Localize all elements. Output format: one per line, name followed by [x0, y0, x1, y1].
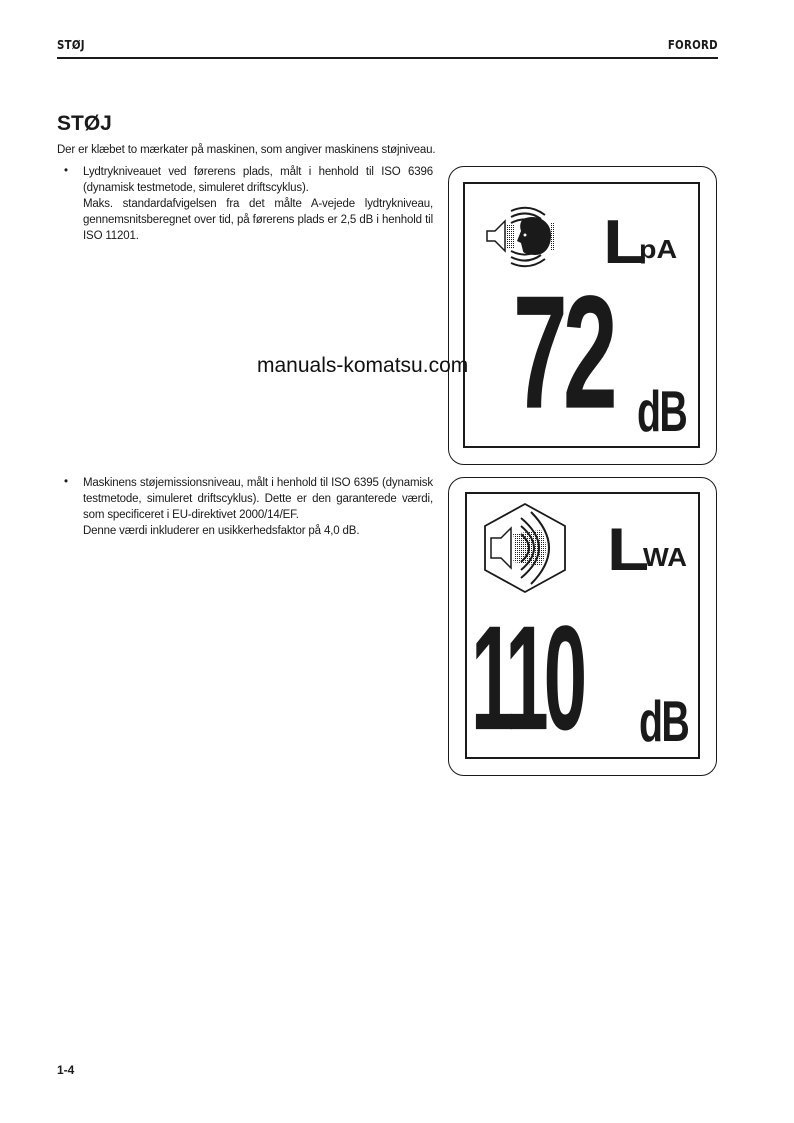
noise-label-lpa — [448, 166, 717, 465]
bullet-text-machine-noise — [83, 475, 433, 539]
symbol-subscript: WA — [643, 542, 687, 572]
bullet-marker: • — [64, 476, 69, 488]
noise-label-lpa-frame — [463, 182, 700, 448]
hexagon-speaker-noise-icon — [481, 500, 569, 596]
page-title: STØJ — [57, 112, 112, 135]
noise-unit: dB — [639, 690, 689, 754]
paragraph-line: Maskinens støjemissionsniveau, målt i henhold til ISO 6395 (dynamisk testmetode, simuleret driftscyklus). Dette er den garanterede værdi, som specificeret i EU-direktivet 2000/14/EF. — [83, 477, 433, 521]
paragraph-line: Lydtrykniveauet ved førerens plads, målt i henhold til ISO 6396 (dynamisk testmetode, simuleret driftscyklus). — [83, 166, 433, 194]
page-number: 1-4 — [57, 1063, 75, 1077]
symbol-main: L — [607, 516, 650, 583]
bullet-text-operator-noise — [83, 164, 433, 244]
header-divider — [57, 57, 718, 59]
noise-label-lwa-frame — [465, 492, 700, 759]
paragraph-line: Denne værdi inkluderer en usikkerhedsfaktor på 4,0 dB. — [83, 525, 360, 537]
noise-label-lwa — [448, 477, 717, 776]
watermark-text: manuals-komatsu.com — [257, 354, 469, 377]
intro-text: Der er klæbet to mærkater på maskinen, som angiver maskinens støjniveau. — [57, 144, 436, 156]
header-section-title: STØJ — [57, 38, 85, 52]
noise-value: 110 — [471, 594, 583, 761]
header-chapter-title: FORORD — [667, 38, 718, 52]
noise-unit: dB — [637, 380, 687, 444]
bullet-marker: • — [64, 165, 69, 177]
paragraph-line: Maks. standardafvigelsen fra det målte A-vejede lydtrykniveau, gennemsnitsberegnet over tid, på førerens plads er 2,5 dB i henhold til ISO 11201. — [83, 198, 433, 242]
symbol-subscript: pA — [639, 234, 678, 264]
noise-value: 72 — [513, 261, 613, 443]
symbol-main: L — [603, 208, 647, 277]
